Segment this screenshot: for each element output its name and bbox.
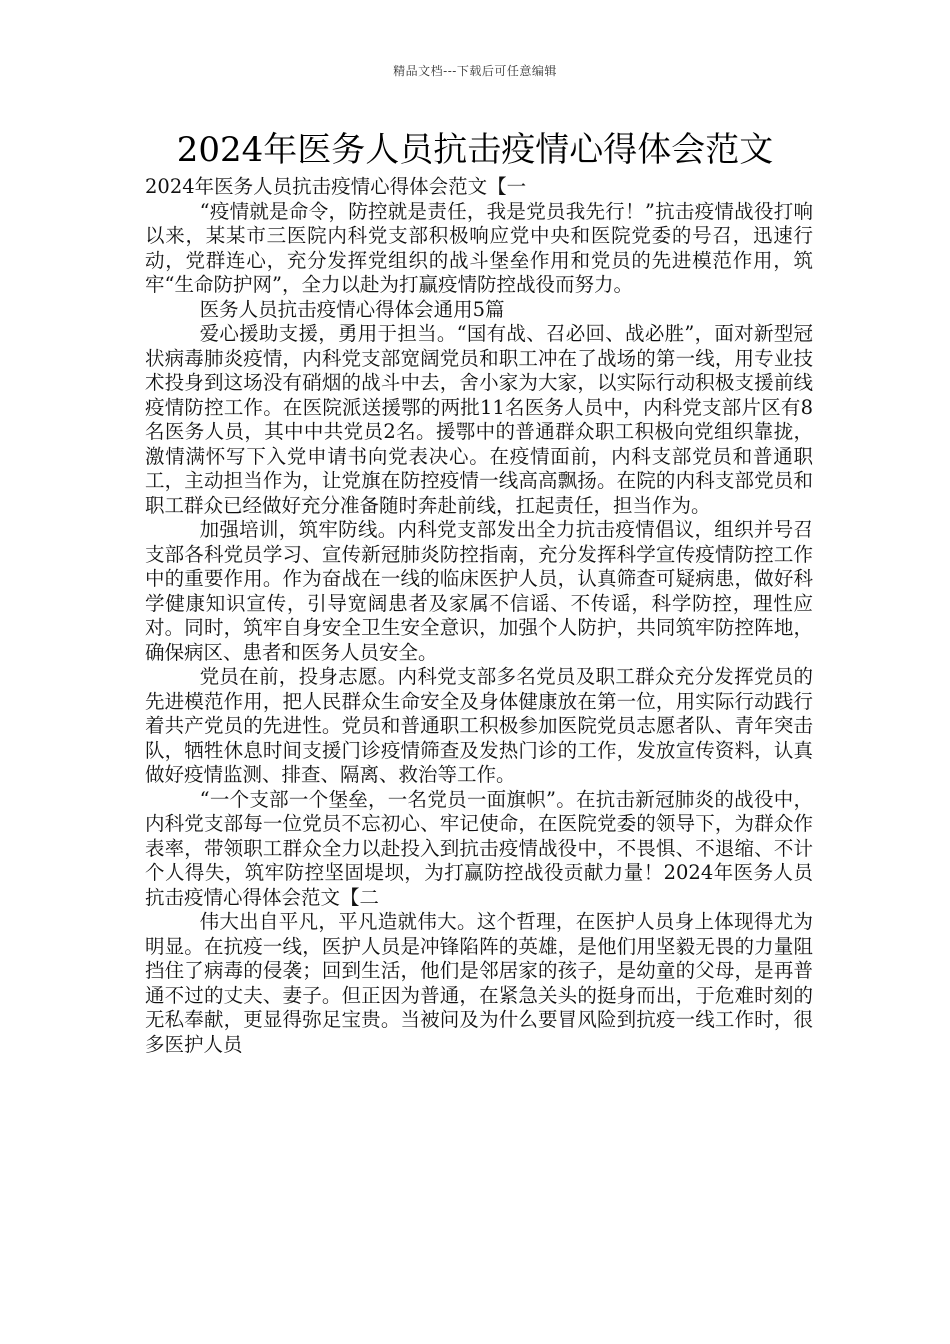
document-title: 2024年医务人员抗击疫情心得体会范文 (176, 130, 774, 170)
body-paragraph: 医务人员抗击疫情心得体会通用5篇 (199, 297, 505, 321)
body-paragraph: 党员在前，投身志愿。内科党支部多名党员及职工群众充分发挥党员的先进模范作用，把人民群众生命安全及身体健康放在第一位，用实际行动践行着共产党员的先进性。党员和普通职工积极参加医院党员志愿者队、青年突击队，牺牲休息时间支援门诊疫情筛查及发热门诊的工作，发放宣传资料，认真做好疫情监测、排查、隔离、救治等工作。 (145, 665, 813, 786)
body-paragraph: 2024年医务人员抗击疫情心得体会范文【一 (145, 175, 527, 198)
body-paragraph: “一个支部一个堡垒，一名党员一面旗帜”。在抗击新冠肺炎的战役中，内科党支部每一位党员不忘初心、牢记使命，在医院党委的领导下，为群众作表率，带领职工群众全力以赴投入到抗击疫情战役中，不畏惧、不退缩、不计个人得失，筑牢防控坚固堤坝，为打赢防控战役贡献力量！2024年医务人员抗击疫情心得体会范文【二 (145, 787, 813, 909)
body-paragraph: 伟大出自平凡，平凡造就伟大。这个哲理，在医护人员身上体现得尤为明显。在抗疫一线，医护人员是冲锋陷阵的英雄，是他们用坚毅无畏的力量阻挡住了病毒的侵袭；回到生活，他们是邻居家的孩子，是幼童的父母，是再普通不过的丈夫、妻子。但正因为普通，在紧急关头的挺身而出，于危难时刻的无私奉献，更显得弥足宝贵。当被问及为什么要冒风险到抗疫一线工作时，很多医护人员 (145, 910, 813, 1056)
body-paragraph: 加强培训，筑牢防线。内科党支部发出全力抗击疫情倡议，组织并号召支部各科党员学习、宣传新冠肺炎防控指南，充分发挥科学宣传疫情防控工作中的重要作用。作为奋战在一线的临床医护人员，认真筛查可疑病患，做好科学健康知识宣传，引导宽阔患者及家属不信谣、不传谣，科学防控，理性应对。同时，筑牢自身安全卫生安全意识，加强个人防护，共同筑牢防控阵地，确保病区、患者和医务人员安全。 (145, 518, 813, 664)
body-paragraph: 爱心援助支援，勇用于担当。“国有战、召必回、战必胜”，面对新型冠状病毒肺炎疫情，内科党支部宽阔党员和职工冲在了战场的第一线，用专业技术投身到这场没有硝烟的战斗中去，舍小家为大家，以实际行动积极支援前线疫情防控工作。在医院派送援鄂的两批11名医务人员中，内科党支部片区有8名医务人员，其中中共党员2名。援鄂中的普通群众职工积极向党组织靠拢，激情满怀写下入党申请书向党表决心。在疫情面前，内科支部党员和普通职工，主动担当作为，让党旗在防控疫情一线高高飘扬。在院的内科支部党员和职工群众已经做好充分准备随时奔赴前线，扛起责任，担当作为。 (145, 322, 813, 517)
body-paragraph: “疫情就是命令，防控就是责任，我是党员我先行！”抗击疫情战役打响以来，某某市三医院内科党支部积极响应党中央和医院党委的号召，迅速行动，党群连心，充分发挥党组织的战斗堡垒作用和党员的先进模范作用，筑牢“生命防护网”，全力以赴为打赢疫情防控战役而努力。 (145, 199, 813, 296)
header-note: 精品文档---下载后可任意编辑 (393, 64, 557, 78)
document-body (145, 175, 813, 1057)
